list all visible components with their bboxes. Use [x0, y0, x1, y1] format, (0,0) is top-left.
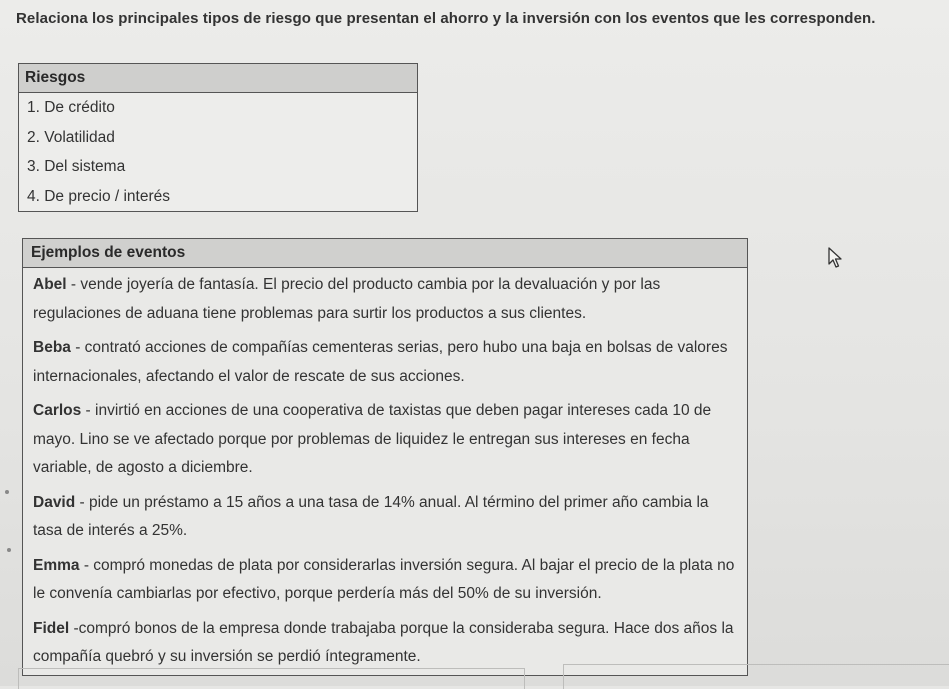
- event-david: [23, 486, 747, 549]
- event-description: -compró bonos de la empresa donde trabajaba porque la consideraba segura. Hace dos años la compañía quebró y su inversión se perdió íntegramente.: [33, 619, 734, 665]
- risks-table: [18, 63, 418, 212]
- event-person-name: David: [33, 493, 76, 511]
- risk-item-sistema: 3. Del sistema: [27, 158, 126, 175]
- event-person-name: Carlos: [33, 402, 82, 419]
- event-person-name: Beba: [33, 339, 71, 356]
- event-emma: [23, 549, 747, 612]
- bottom-box-right: [563, 664, 949, 689]
- event-person-name: Fidel: [33, 619, 70, 637]
- risk-item-precio-interes: 4. De precio / interés: [27, 187, 171, 205]
- event-person-name: Abel: [33, 276, 67, 293]
- event-abel: [23, 268, 747, 331]
- event-description: - compró monedas de plata por considerarlas inversión segura. Al bajar el precio de la plata no le convenía cambiarlas por efectivo, porque perdería más del 50% de su inversión.: [33, 556, 735, 602]
- events-table: [22, 238, 748, 676]
- margin-mark: [7, 548, 11, 552]
- event-description: - invirtió en acciones de una cooperativa de taxistas que deben pagar intereses cada 10 de mayo. Lino se ve afectado porque por problemas de liquidez le entregan sus intereses en fecha variable, de agosto a diciembre.: [33, 402, 712, 476]
- event-person-name: Emma: [33, 556, 80, 574]
- mouse-pointer-icon: [827, 247, 845, 269]
- events-table-header: Ejemplos de eventos: [23, 239, 747, 268]
- event-description: - pide un préstamo a 15 años a una tasa de 14% anual. Al término del primer año cambia la tasa de interés a 25%.: [33, 493, 709, 539]
- instruction-text: Relaciona los principales tipos de riesgo que presentan el ahorro y la inversión con los eventos que les corresponden.: [16, 10, 876, 27]
- risks-table-header: Riesgos: [19, 64, 417, 93]
- risk-item-credito: 1. De crédito: [27, 99, 115, 116]
- event-description: - vende joyería de fantasía. El precio del producto cambia por la devaluación y por las regulaciones de aduana tiene problemas para surtir los productos a sus clientes.: [33, 276, 661, 322]
- event-beba: [23, 331, 747, 394]
- risk-item-volatilidad: 2. Volatilidad: [27, 128, 115, 146]
- event-carlos: [23, 394, 747, 486]
- event-description: - contrató acciones de compañías cementeras serias, pero hubo una baja en bolsas de valores internacionales, afectando el valor de rescate de sus acciones.: [33, 339, 728, 385]
- margin-mark: [5, 490, 9, 494]
